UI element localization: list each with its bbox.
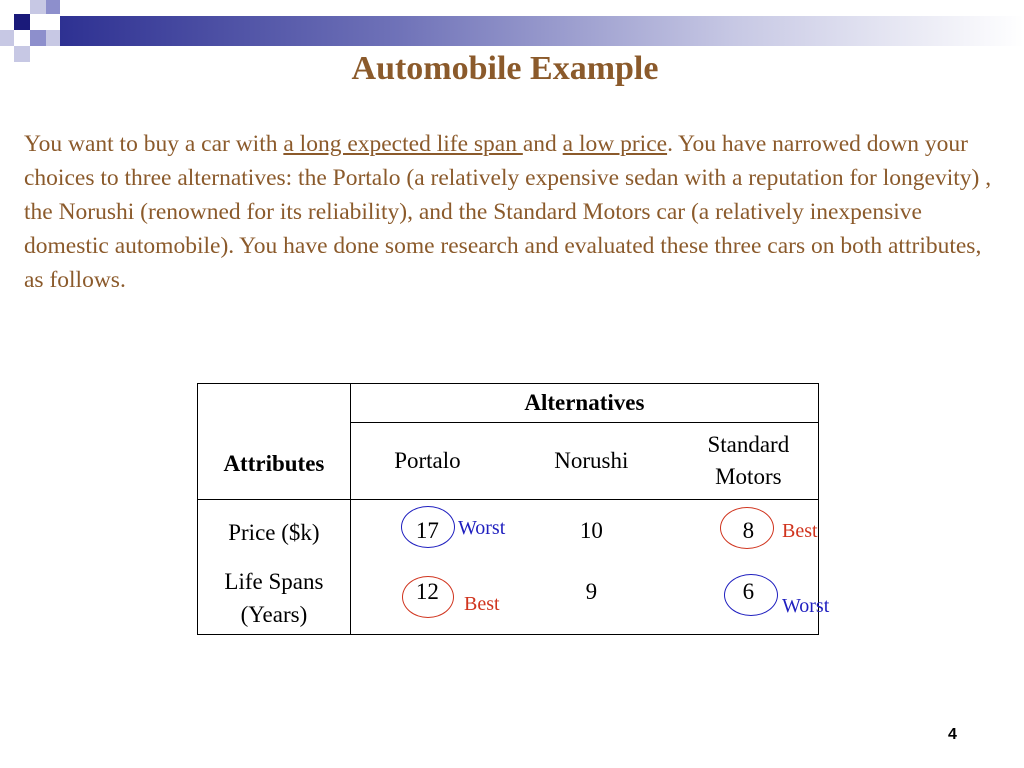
life-standard-circle: [724, 574, 778, 616]
cell-price-portalo: 17: [415, 517, 439, 543]
row-label-price: Price ($k): [198, 500, 351, 562]
annotation-price-portalo-worst: Worst: [458, 517, 506, 539]
cell-price-standard: 8: [679, 500, 819, 562]
price-portalo-circle: [401, 506, 455, 548]
cell-price-norushi: 10: [579, 517, 603, 543]
underlined-life-span: a long expected life span: [283, 131, 523, 157]
cell-life-standard: 6: [679, 562, 819, 635]
price-standard-circle: [720, 507, 774, 549]
annotation-life-standard-worst: Worst: [782, 595, 830, 617]
annotation-price-standard-best: Best: [782, 520, 818, 542]
para-text-2: and: [522, 131, 563, 157]
para-text-3: . You have narrowed down your choices to three alternatives: the Portalo (a relatively expensive sedan with a reputation for longevity) , the Norushi (renowned for its reliability), and the Standard Motors car (a relatively inexpensive domestic automobile). You have done some research and evaluated these three cars on both attributes, as follows.: [24, 131, 992, 293]
column-header-standard-motors: Standard Motors: [679, 423, 819, 500]
cell-life-norushi: 9: [504, 562, 679, 635]
header-gradient-bar: [60, 16, 1024, 46]
cell-life-portalo: 12: [350, 562, 504, 635]
para-text-1: You want to buy a car with: [24, 131, 284, 157]
column-header-portalo: Portalo: [350, 423, 504, 500]
column-header-norushi: Norushi: [504, 423, 679, 500]
life-portalo-circle: [402, 576, 454, 618]
intro-paragraph: [24, 127, 999, 297]
page-number: 4: [948, 726, 957, 743]
attributes-header: Attributes: [198, 384, 351, 500]
row-label-life-spans: Life Spans (Years): [198, 562, 351, 635]
alternatives-header: Alternatives: [350, 384, 818, 423]
underlined-low-price: a low price: [562, 131, 668, 157]
slide-title: Automobile Example: [351, 50, 659, 87]
annotation-life-portalo-best: Best: [464, 593, 500, 615]
